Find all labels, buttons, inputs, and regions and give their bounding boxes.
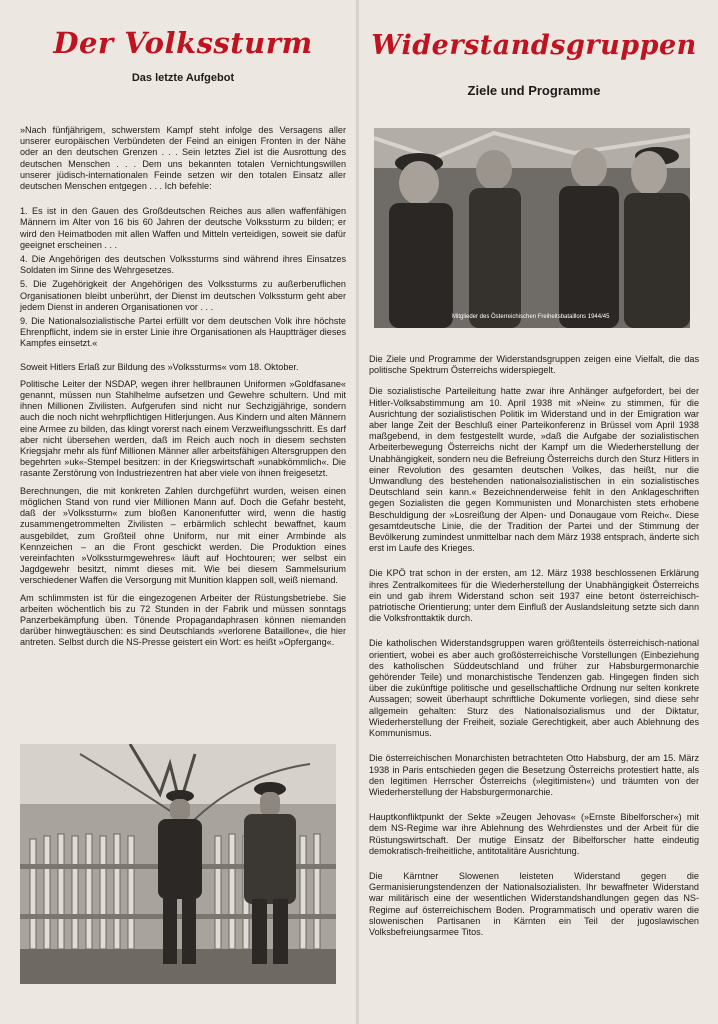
soldiers-group-image bbox=[374, 128, 690, 328]
paragraph: Politische Leiter der NSDAP, wegen ihrer hellbraunen Uniformen »Goldfasane« genannt, müssen nun Stahlhelme aufsetzen und Gewehre schultern. Und mit ihnen Millionen Zivilisten. Aufgerufen sind nicht nur Sechzigjährige, sondern auch die noch nicht wehrpflichtigen Hitlerjungen. Aus Kindern und alten Männern eine Armee zu bilden, das klingt vorerst nach einem Verzweiflungsschritt. Es darf aber nicht übersehen werden, daß im Reich auch noch in diesem sechsten Kriegsjahr mehr als fünf Millionen Männer aller arbeitsfähigen Altersgruppen den begehrten »uk«-Stempel besitzen: in der Kriegswirtschaft »unabkömmlich«. Die rasante Zerstörung von Industriezentren hat aber viele von ihnen freigesetzt. bbox=[20, 378, 346, 479]
widerstand-title: Widerstandsgruppen bbox=[371, 30, 697, 61]
volkssturm-title: Der Volkssturm bbox=[53, 26, 313, 60]
volkssturm-text bbox=[20, 125, 346, 658]
two-men-at-fence-image bbox=[20, 744, 336, 984]
freedom-battalion-photo bbox=[374, 128, 690, 328]
paragraph: 4. Die Angehörigen des deutschen Volkssturms sind während ihres Einsatzes Soldaten im Sinne des Wehrgesetzes. bbox=[20, 254, 346, 276]
paragraph: Hauptkonfliktpunkt der Sekte »Zeugen Jehovas« (»Ernste Bibelforscher«) mit dem NS-Regime war ihre Ablehnung des Wehrdienstes und der Arbeit für die Rüstungswirtschaft. Der mutige Einsatz der Bibelforscher hatte eindeutig demokratisch-freiheitliche, antitotalitäre Ausrichtung. bbox=[369, 812, 699, 856]
widerstand-text bbox=[369, 354, 699, 947]
paragraph: 5. Die Zugehörigkeit der Angehörigen des Volkssturms zu außerberuflichen Organisationen bleibt unberührt, der Dienst im deutschen Volkssturm geht aber jedem Dienst in anderen Organisationen vor . . . bbox=[20, 279, 346, 312]
volkssturm-photo bbox=[20, 744, 336, 984]
paragraph: Berechnungen, die mit konkreten Zahlen durchgeführt wurden, weisen einen möglichen Stand von rund vier Millionen Mann auf. Doch die Gefahr besteht, daß der »Volkssturm« zum bloßen Kanonenfutter wird, wenn die hastig zusammengetrommelten Zivilisten – erbärmlich schlecht bewaffnet, kaum ausgebildet, zum Großteil ohne Uniform, nur mit einer Armbinde als Kennzeichen – an die Front geschickt werden. Die Produktion eines vereinfachten »Volkssturmgewehres« läuft auf Hochtouren; wer selbst ein Jagdgewehr besitzt, nimmt dieses mit. Wie bei diesem Sammelsurium verschiedener Waffen die Versorgung mit Munition klappen soll, weiß niemand. bbox=[20, 485, 346, 586]
paragraph: Die Ziele und Programme der Widerstandsgruppen zeigen eine Vielfalt, die das politische Spektrum Österreichs widerspiegelt. bbox=[369, 354, 699, 376]
paragraph: Die österreichischen Monarchisten betrachteten Otto Habsburg, der am 15. März 1938 in Paris entschieden gegen die Besetzung Österreichs protestiert hatte, als den legitimen Herrscher Österreichs (»legitimisten«) und träumten von der Wiederherstellung der Habsburgermonarchie. bbox=[369, 753, 699, 797]
widerstand-subtitle: Ziele und Programme bbox=[467, 83, 601, 98]
volkssturm-subtitle: Das letzte Aufgebot bbox=[131, 72, 235, 84]
paragraph: Die Kärntner Slowenen leisteten Widerstand gegen die Germanisierungstendenzen der Nationalsozialisten. Ihr bewaffneter Widerstand war militärisch eine der wesentlichen Widerstandshandlungen gegen das NS-Regime auf österreichischem Boden. Programmatisch und operativ waren die slowenischen Partisanen in Kärnten ein Teil der jugoslawischen Volksbefreiungsarmee Titos. bbox=[369, 870, 699, 937]
paragraph: »Nach fünfjährigem, schwerstem Kampf steht infolge des Versagens aller unserer europäischen Verbündeten der Feind an einigen Fronten in der Nähe oder an den deutschen Grenzen . . . Sein letztes Ziel ist die Ausrottung des deutschen Menschen . . . Dem uns bekannten totalen Vernichtungswillen unserer jüdisch-internationalen Feinde setzen wir den totalen Einsatz aller deutschen Menschen entgegen . . . Ich befehle: bbox=[20, 125, 346, 192]
paragraph: Soweit Hitlers Erlaß zur Bildung des »Volkssturms« vom 18. Oktober. bbox=[20, 361, 299, 372]
paragraph: Die sozialistische Parteileitung hatte zwar ihre Anhänger aufgefordert, bei der Hitler-Volksabstimmung am 10. April 1938 mit »Nein« zu stimmen, für die Ausrichtung der sozialistischen Politik im Widerstand und in der Emigration war aber lange Zeit der Beschluß einer Parteikonferenz in Brüssel vom April 1938 maßgebend, in dem festgestellt wurde, »daß die Aufgabe der sozialistischen Arbeiterbewegung Österreichs nicht der Kampf um die Wiederherstellung der Unabhängigkeit, sondern neu die Befreiung Österreichs durch den Sturz Hitlers in einer Revolution des gesamten deutschen Volkes, das heißt, nur die Umwandlung des bestehenden nationalsozialistischen in ein sozialistisches Deutschland sein kann.« Bezeichnenderweise fehlt in den Anklageschriften gegen Sozialisten die gegen Kommunisten und Monarchisten stets erhobene Beschuldigung der »Losreißung der Alpen- und Donaugaue vom Reich«. Diese gesamtdeutsche Linie, die der Tradition der Partei und der Stimmung der Bevölkerung zumindest unmittelbar nach dem März 1938 entsprach, änderte sich erst im Laufe des Krieges. bbox=[369, 386, 699, 554]
paragraph: Am schlimmsten ist für die eingezogenen Arbeiter der Rüstungsbetriebe. Sie arbeiten wöchentlich bis zu 72 Stunden in der Fabrik und müssen sonntags Panzerbekämpfung üben. Tönende Propagandaphrasen können niemanden darüber hinwegtäuschen: es sind Deutschlands »verlorene Bataillone«, die hier antreten. Selbst durch die NS-Presse geistert ein Wort: es heißt »Opfergang«. bbox=[20, 592, 346, 648]
paragraph: 9. Die Nationalsozialistische Partei erfüllt vor dem deutschen Volk ihre höchste Ehrenpflicht, indem sie in erster Linie ihre Organisationen als Hauptträger dieses Kampfes einsetzt.« bbox=[20, 316, 346, 349]
paragraph: Die katholischen Widerstandsgruppen waren größtenteils österreichisch-national orientiert, wobei es aber auch großösterreichische Vorstellungen (Einbeziehung des katholischen Süddeutschland und früher zur Habsburgermonarchie gehörender Teile) und monarchistische Tendenzen gab. Hingegen finden sich über die zukünftige politische und gesellschaftliche Ordnung nur selten konkrete Aussagen; soweit überhaupt schriftliche Dokumente vorliegen, sind diese sehr allgemein gehalten: Sturz des Nationalsozialismus und der Diktatur, Wiederherstellung der Freiheit, soziale Gerechtigkeit, aber auch Ablehnung des Kommunismus. bbox=[369, 638, 699, 739]
paragraph: 1. Es ist in den Gauen des Großdeutschen Reiches aus allen waffenfähigen Männern im Alter von 16 bis 60 Jahren der deutsche Volkssturm zu bilden; er wird den Heimatboden mit allen Waffen und Mitteln verteidigen, soweit sie dafür geeignet erscheinen . . . bbox=[20, 206, 346, 250]
photo-caption: Mitglieder des Österreichischen Freiheitsbataillons 1944/45 bbox=[452, 314, 610, 320]
paragraph: Die KPÖ trat schon in der ersten, am 12. März 1938 beschlossenen Erklärung ihres Zentralkomitees für die Wiederherstellung der Unabhängigkeit Österreichs ein und gab ihrem Widerstand schon seit 1937 eine betont österreichisch-patriotische Orientierung; unter dem Einfluß der Auslandsleitung setzte sich dann die Volksfronttaktik durch. bbox=[369, 568, 699, 624]
page-fold bbox=[356, 0, 359, 1024]
